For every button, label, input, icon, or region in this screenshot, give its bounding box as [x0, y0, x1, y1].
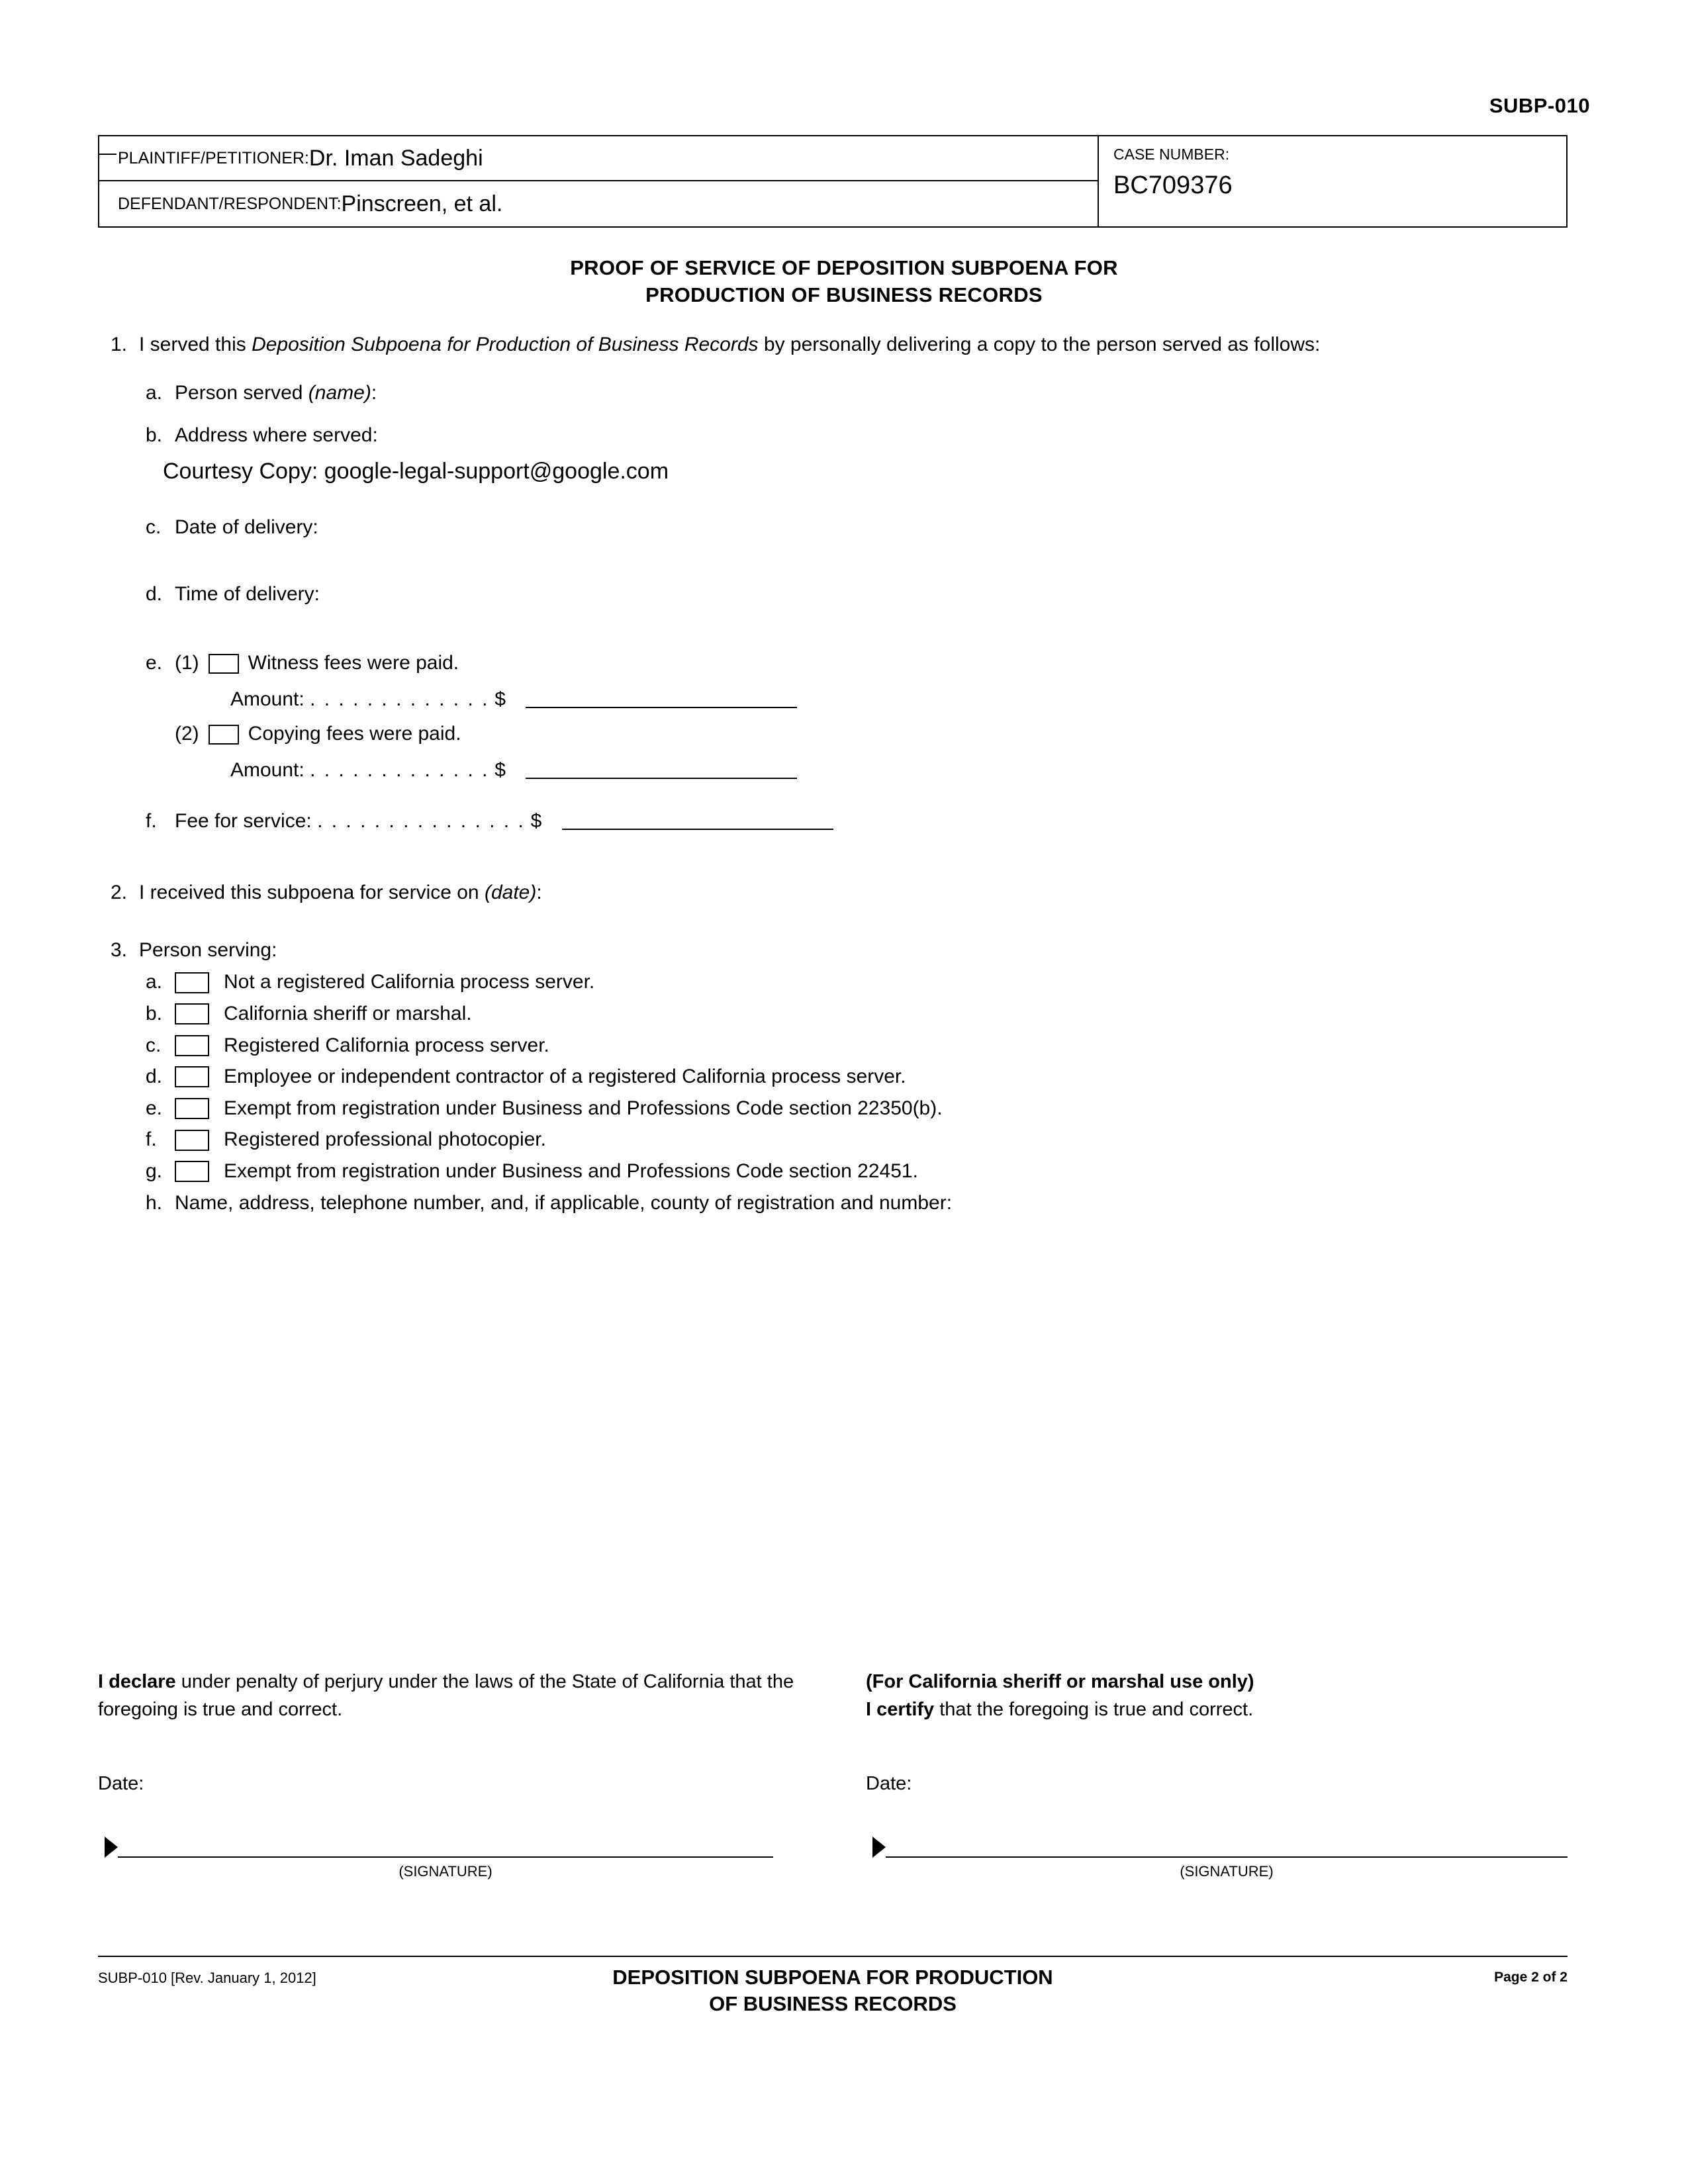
signature-arrow-icon [105, 1837, 118, 1858]
item-1e2-dots: . . . . . . . . . . . . . [310, 759, 489, 782]
declaration-left-date [98, 1770, 866, 1797]
item-1b-value[interactable]: Courtesy Copy: google-legal-support@google.com [163, 458, 669, 484]
item-3b-letter: b. [146, 1002, 163, 1024]
item-3a-label: Not a registered California process server. [224, 971, 595, 993]
item-1e1 [175, 649, 459, 678]
signature-line-left[interactable] [118, 1856, 773, 1858]
list-item [146, 968, 1587, 997]
witness-fees-checkbox[interactable] [209, 654, 239, 674]
item-1d [146, 580, 1587, 609]
item-1c-letter: c. [146, 516, 162, 539]
page-footer [98, 1964, 1568, 2044]
case-number-value: BC709376 [1113, 171, 1233, 199]
footer-title [98, 1964, 1568, 2018]
certify-rest: that the foregoing is true and correct. [934, 1699, 1254, 1721]
item-1e2-amount-label: Amount: [230, 759, 305, 782]
caption-parties [99, 136, 1099, 226]
item-1-text-italic: Deposition Subpoena for Production of Business Records [252, 334, 759, 355]
item-3h-label: Name, address, telephone number, and, if applicable, county of registration and number: [175, 1191, 953, 1214]
item-3h [146, 1189, 1587, 1218]
page-title-line1: PROOF OF SERVICE OF DEPOSITION SUBPOENA FOR [570, 256, 1118, 279]
item-1e1-dots: . . . . . . . . . . . . . [310, 688, 489, 710]
sheriff-use-only-text: (For California sheriff or marshal use only) [866, 1671, 1254, 1692]
item-2 [98, 879, 1587, 907]
item-1e2-amount-row [230, 756, 1587, 785]
item-3c-label: Registered California process server. [224, 1034, 549, 1056]
case-number-label: CASE NUMBER: [1113, 146, 1230, 163]
footer-revision: SUBP-010 [Rev. January 1, 2012] [98, 1970, 316, 1986]
person-serving-list [146, 968, 1587, 1217]
form-body [98, 331, 1587, 1220]
item-1f [146, 807, 1587, 836]
item-1a-label [175, 379, 377, 408]
item-1e1-dollar: $ [494, 688, 506, 710]
copying-fees-amount-input[interactable] [526, 762, 797, 779]
item-1c [146, 514, 1587, 542]
page-title [0, 255, 1688, 309]
registered-process-server-checkbox[interactable] [175, 1035, 209, 1056]
item-1a-label-end: : [371, 381, 377, 404]
item-1f-letter: f. [146, 809, 157, 832]
item-2-text-a: I received this subpoena for service on [139, 882, 485, 904]
item-1d-label: Time of delivery: [175, 582, 320, 605]
list-item [146, 1095, 1587, 1123]
item-2-number: 2. [110, 882, 127, 904]
item-1e2-dollar: $ [494, 759, 506, 782]
list-item [146, 1126, 1587, 1154]
registered-photocopier-checkbox[interactable] [175, 1130, 209, 1151]
item-1c-label: Date of delivery: [175, 516, 318, 539]
employee-of-process-server-checkbox[interactable] [175, 1066, 209, 1087]
list-item [146, 1000, 1587, 1028]
item-1a [146, 379, 1587, 408]
declaration-right-date-label: Date: [866, 1773, 912, 1795]
declaration-right-date [866, 1770, 1587, 1797]
sheriff-or-marshal-checkbox[interactable] [175, 1003, 209, 1024]
signature-line-right[interactable] [886, 1856, 1568, 1858]
form-number: SUBP-010 [1489, 94, 1590, 117]
item-1 [98, 331, 1587, 359]
item-1e1-amount-label: Amount: [230, 688, 305, 710]
item-3b-label: California sheriff or marshal. [224, 1002, 472, 1024]
item-1e [146, 649, 1587, 784]
item-3e-label: Exempt from registration under Business and Professions Code section 22350(b). [224, 1097, 943, 1119]
page-title-line2: PRODUCTION OF BUSINESS RECORDS [645, 283, 1043, 306]
declaration-left [98, 1668, 866, 1797]
item-1e1-amount-row [230, 686, 1587, 714]
copying-fees-checkbox[interactable] [209, 725, 239, 745]
caption-tick-mark [99, 154, 117, 155]
defendant-row [99, 181, 1098, 226]
footer-title-line2: OF BUSINESS RECORDS [709, 1992, 957, 2016]
item-3g-label: Exempt from registration under Business and Professions Code section 22451. [224, 1160, 918, 1182]
item-3g-letter: g. [146, 1160, 163, 1182]
defendant-value: Pinscreen, et al. [341, 191, 503, 216]
item-3d-label: Employee or independent contractor of a registered California process server. [224, 1066, 906, 1088]
declare-bold: I declare [98, 1671, 176, 1692]
item-2-text [139, 879, 1587, 907]
item-1e1-label: Witness fees were paid. [248, 652, 459, 674]
plaintiff-value: Dr. Iman Sadeghi [308, 145, 483, 171]
item-3c-letter: c. [146, 1034, 162, 1056]
item-3d-letter: d. [146, 1066, 163, 1088]
item-3 [98, 936, 1587, 965]
footer-title-line1: DEPOSITION SUBPOENA FOR PRODUCTION [612, 1966, 1053, 1989]
list-item [146, 1063, 1587, 1091]
item-3-label: Person serving: [139, 938, 277, 961]
plaintiff-label: PLAINTIFF/PETITIONER: [118, 148, 309, 167]
declare-text [98, 1668, 866, 1723]
list-item [146, 1158, 1587, 1186]
item-1d-letter: d. [146, 582, 163, 605]
case-number-cell [1099, 136, 1566, 226]
item-1a-label-text: Person served [175, 381, 308, 404]
signature-caption-left: (SIGNATURE) [399, 1863, 492, 1880]
defendant-label: DEFENDANT/RESPONDENT: [118, 194, 342, 213]
declaration-right [866, 1668, 1587, 1797]
declare-rest: under penalty of perjury under the laws of the State of California that the foregoing is true and correct. [98, 1671, 794, 1721]
item-3e-letter: e. [146, 1097, 163, 1119]
exempt-22350b-checkbox[interactable] [175, 1098, 209, 1119]
item-2-text-end: : [536, 882, 542, 904]
footer-divider [98, 1956, 1568, 1957]
signature-caption-right: (SIGNATURE) [1180, 1863, 1274, 1880]
plaintiff-row [99, 136, 1098, 181]
item-1e2-label: Copying fees were paid. [248, 723, 461, 745]
sheriff-use-only-note [866, 1668, 1587, 1696]
exempt-22451-checkbox[interactable] [175, 1161, 209, 1182]
item-2-text-italic: (date) [484, 882, 537, 904]
item-1e2-number: (2) [175, 723, 199, 745]
witness-fees-amount-input[interactable] [526, 691, 797, 708]
item-3h-letter: h. [146, 1191, 163, 1214]
item-1f-dots: . . . . . . . . . . . . . . . [317, 809, 526, 832]
not-registered-process-server-checkbox[interactable] [175, 972, 209, 993]
caption-box [98, 135, 1568, 228]
certify-bold: I certify [866, 1699, 935, 1721]
item-1-text-b: by personally delivering a copy to the person served as follows: [758, 334, 1321, 355]
item-1-text-a: I served this [139, 334, 252, 355]
declaration-left-date-label: Date: [98, 1773, 144, 1795]
item-1f-dollar: $ [530, 809, 542, 832]
declaration-section [98, 1668, 1587, 1797]
item-1b-label: Address where served: [175, 424, 378, 447]
item-1e2 [175, 720, 461, 749]
fee-for-service-input[interactable] [562, 813, 833, 830]
item-1a-label-italic: (name) [308, 381, 371, 404]
item-1e-letter: e. [146, 652, 163, 674]
item-3f-letter: f. [146, 1128, 157, 1151]
signature-arrow-icon [872, 1837, 886, 1858]
item-1a-letter: a. [146, 381, 163, 404]
item-3a-letter: a. [146, 971, 163, 993]
item-1-text [139, 331, 1587, 359]
item-3-number: 3. [110, 938, 127, 961]
item-3f-label: Registered professional photocopier. [224, 1128, 546, 1151]
item-1b-letter: b. [146, 424, 163, 447]
item-1-number: 1. [110, 334, 127, 355]
footer-page-number: Page 2 of 2 [1494, 1970, 1568, 1985]
list-item [146, 1032, 1587, 1060]
item-1f-label: Fee for service: [175, 809, 312, 832]
item-1e1-number: (1) [175, 652, 199, 674]
item-1b [146, 422, 1587, 487]
certify-text [866, 1696, 1587, 1723]
